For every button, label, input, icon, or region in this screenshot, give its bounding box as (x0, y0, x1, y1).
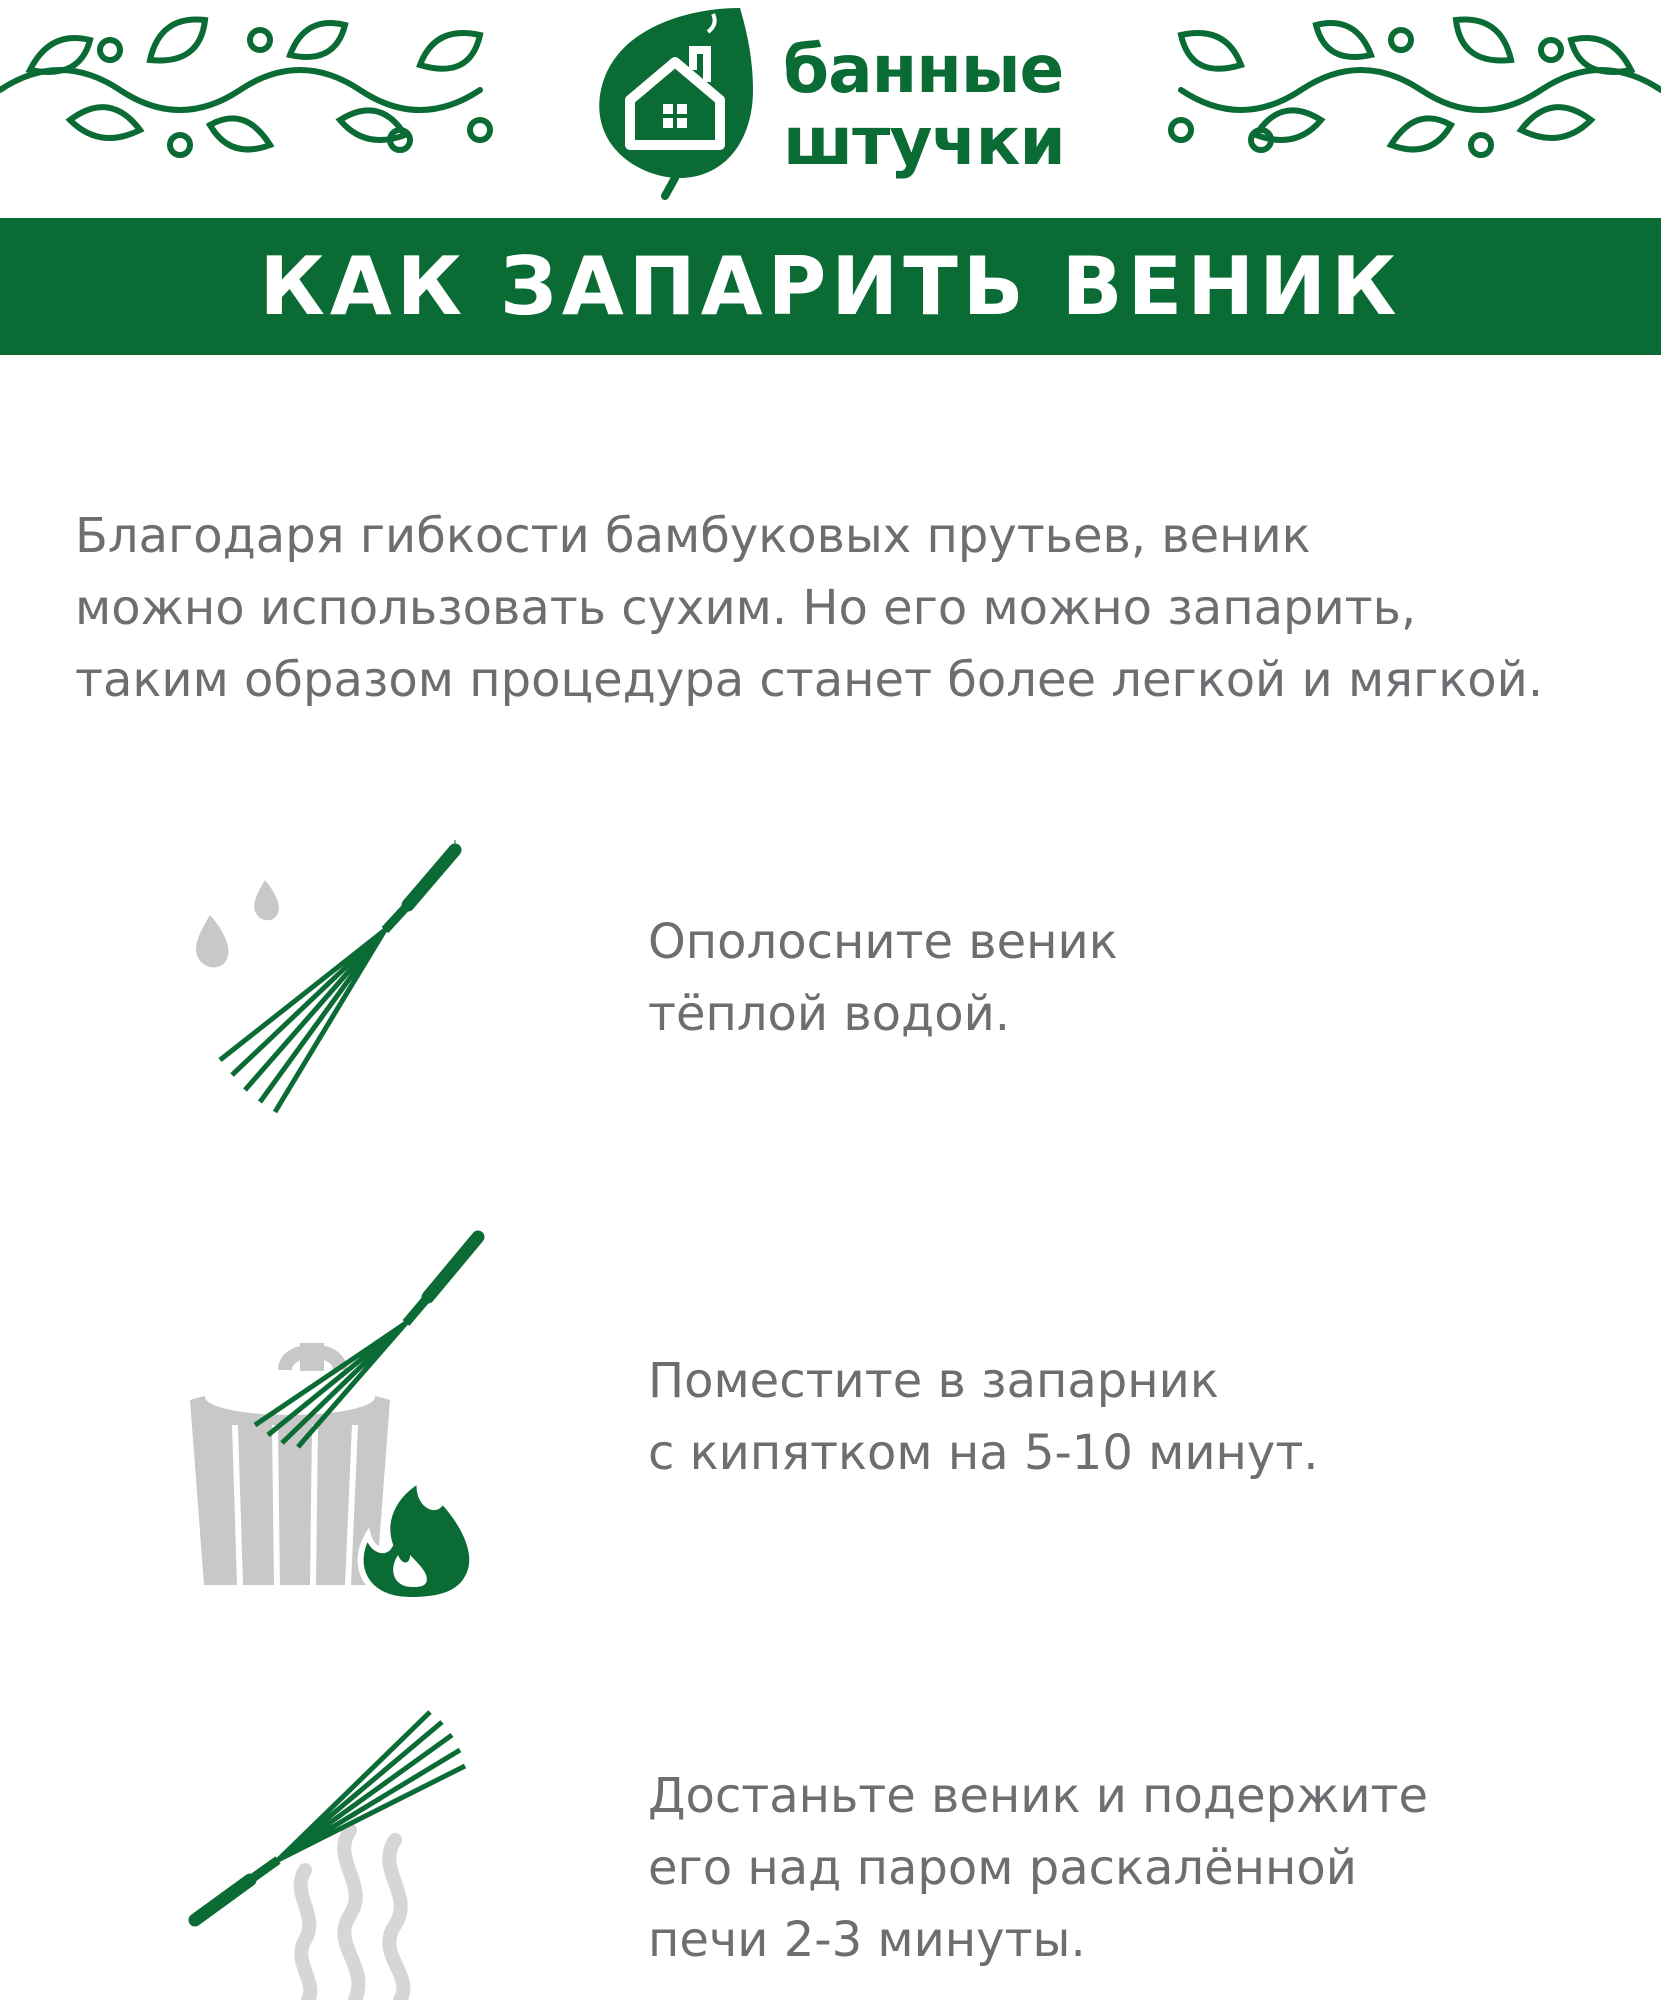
page-title: КАК ЗАПАРИТЬ ВЕНИК (259, 240, 1402, 333)
step-line: с кипятком на 5-10 минут. (648, 1425, 1319, 1481)
brand-logo (575, 0, 1095, 200)
brand-name (783, 31, 1065, 180)
intro-text (75, 500, 1635, 716)
step-line: тёплой водой. (648, 986, 1011, 1042)
step-line: печи 2-3 минуты. (648, 1912, 1086, 1968)
step-steam (0, 1700, 1661, 2000)
step-text (648, 906, 1118, 1050)
leaf-house-icon (575, 0, 775, 200)
step-steep (0, 1225, 1661, 1605)
title-banner (0, 218, 1661, 355)
intro-line: таким образом процедура станет более легкой и мягкой. (75, 652, 1544, 708)
header (0, 0, 1661, 215)
brand-name-line2: штучки (783, 103, 1065, 180)
step-text (648, 1345, 1319, 1489)
steam-broom-icon (180, 1700, 500, 2000)
floral-ornament-right-icon (1141, 10, 1661, 170)
step-line: его над паром раскалённой (648, 1840, 1357, 1896)
water-drops-broom-icon (180, 840, 480, 1120)
floral-ornament-left-icon (0, 10, 520, 170)
step-line: Достаньте веник и подержите (648, 1768, 1429, 1824)
brand-name-line1: банные (783, 31, 1064, 108)
intro-line: можно использовать сухим. Но его можно запарить, (75, 580, 1417, 636)
step-line: Поместите в запарник (648, 1353, 1219, 1409)
step-text (648, 1760, 1428, 1976)
steam-bucket-fire-broom-icon (180, 1225, 500, 1605)
intro-line: Благодаря гибкости бамбуковых прутьев, веник (75, 508, 1311, 564)
step-line: Ополосните веник (648, 914, 1118, 970)
step-rinse (0, 840, 1661, 1120)
